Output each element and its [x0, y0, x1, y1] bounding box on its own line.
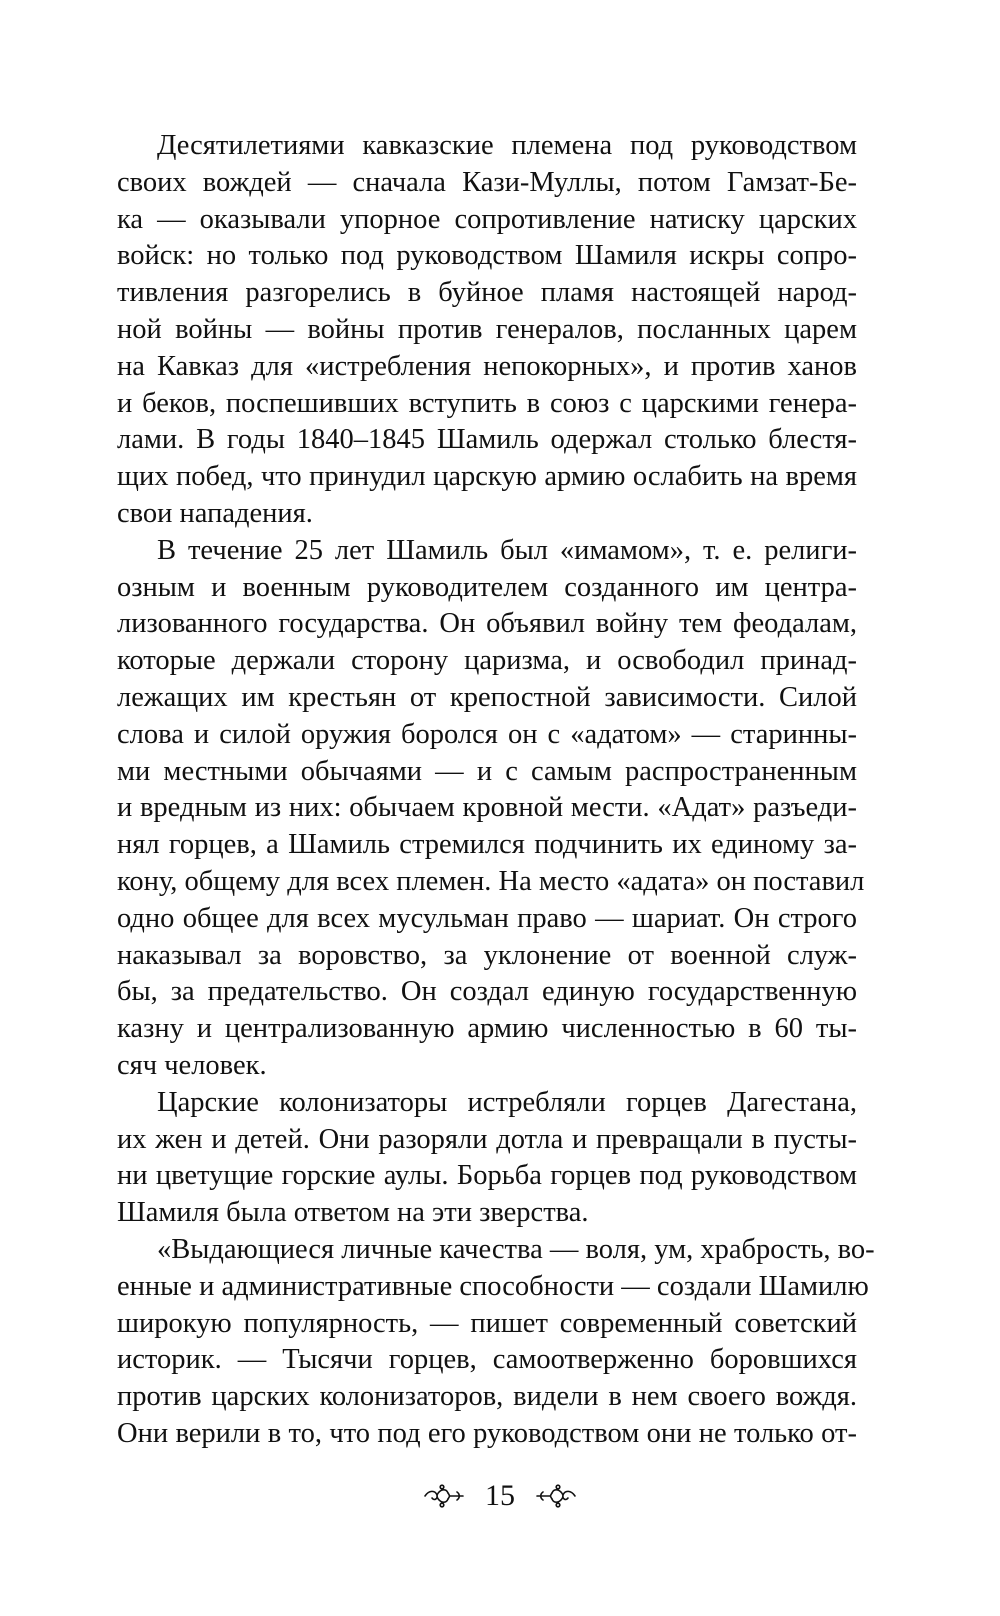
text-line: Царские колонизаторы истребляли горцев Дагестана,	[157, 1086, 857, 1118]
text-line: Они верили в то, что под его руководством они не только от-	[117, 1417, 857, 1449]
text-line: сяч человек.	[117, 1049, 267, 1081]
text-line: войск: но только под руководством Шамиля искры сопро-	[117, 240, 857, 272]
text-line: слова и силой оружия боролся он с «адатом» — старинны-	[117, 718, 857, 750]
page-number: 15	[485, 1479, 515, 1512]
page-body-text	[117, 128, 875, 1453]
text-line: ка — оказывали упорное сопротивление натиску царских	[117, 203, 857, 235]
text-line: озным и военным руководителем созданного им центра-	[117, 571, 857, 603]
text-line: на Кавказ для «истребления непокорных», и против ханов	[117, 350, 857, 382]
text-line: историк. — Тысячи горцев, самоотверженно боровшихся	[117, 1344, 857, 1376]
text-line: бы, за предательство. Он создал единую государственную	[117, 976, 857, 1008]
paragraph-1	[117, 128, 857, 533]
text-line: ной войны — войны против генералов, посланных царем	[117, 313, 857, 345]
paragraph-3	[117, 1085, 857, 1232]
text-line: наказывал за воровство, за уклонение от военной служ-	[117, 939, 857, 971]
text-line: щих побед, что принудил царскую армию ослабить на время	[117, 461, 857, 493]
text-line: лизованного государства. Он объявил войну тем феодалам,	[117, 608, 857, 640]
text-line: нял горцев, а Шамиль стремился подчинить их единому за-	[117, 829, 857, 861]
text-line: одно общее для всех мусульман право — шариат. Он строго	[117, 902, 857, 934]
text-line: лежащих им крестьян от крепостной зависимости. Силой	[117, 681, 857, 713]
flourish-ornament-icon	[421, 1481, 467, 1511]
text-line: тивления разгорелись в буйное пламя настоящей народ-	[117, 277, 857, 309]
text-line: лами. В годы 1840–1845 Шамиль одержал столько блестя-	[117, 424, 857, 456]
page-footer	[0, 1476, 1000, 1516]
text-line: против царских колонизаторов, видели в нем своего вождя.	[117, 1381, 857, 1413]
paragraph-2	[117, 533, 865, 1085]
text-line: свои нападения.	[117, 497, 313, 529]
text-line: ни цветущие горские аулы. Борьба горцев под руководством	[117, 1160, 857, 1192]
text-line: их жен и детей. Они разоряли дотла и превращали в пусты-	[117, 1123, 857, 1155]
text-line: В течение 25 лет Шамиль был «имамом», т. е. религи-	[157, 534, 857, 566]
flourish-ornament-icon	[533, 1481, 579, 1511]
text-line: кону, общему для всех племен. На место «адата» он поставил	[117, 865, 865, 897]
text-line: широкую популярность, — пишет современный советский	[117, 1307, 857, 1339]
text-line: «Выдающиеся личные качества — воля, ум, храбрость, во-	[157, 1233, 875, 1265]
text-line: и беков, поспешивших вступить в союз с царскими генера-	[117, 387, 857, 419]
text-line: Десятилетиями кавказские племена под руководством	[157, 130, 857, 161]
text-line: ми местными обычаями — и с самым распространенным	[117, 755, 857, 787]
text-line: и вредным из них: обычаем кровной мести. «Адат» разъеди-	[117, 792, 857, 824]
text-line: Шамиля была ответом на эти зверства.	[117, 1197, 589, 1229]
text-line: своих вождей — сначала Кази-Муллы, потом Гамзат-Бе-	[117, 166, 857, 198]
paragraph-4	[117, 1232, 875, 1453]
text-line: которые держали сторону царизма, и освободил принад-	[117, 645, 857, 677]
text-line: енные и административные способности — создали Шамилю	[117, 1270, 869, 1302]
text-line: казну и централизованную армию численностью в 60 ты-	[117, 1013, 857, 1045]
